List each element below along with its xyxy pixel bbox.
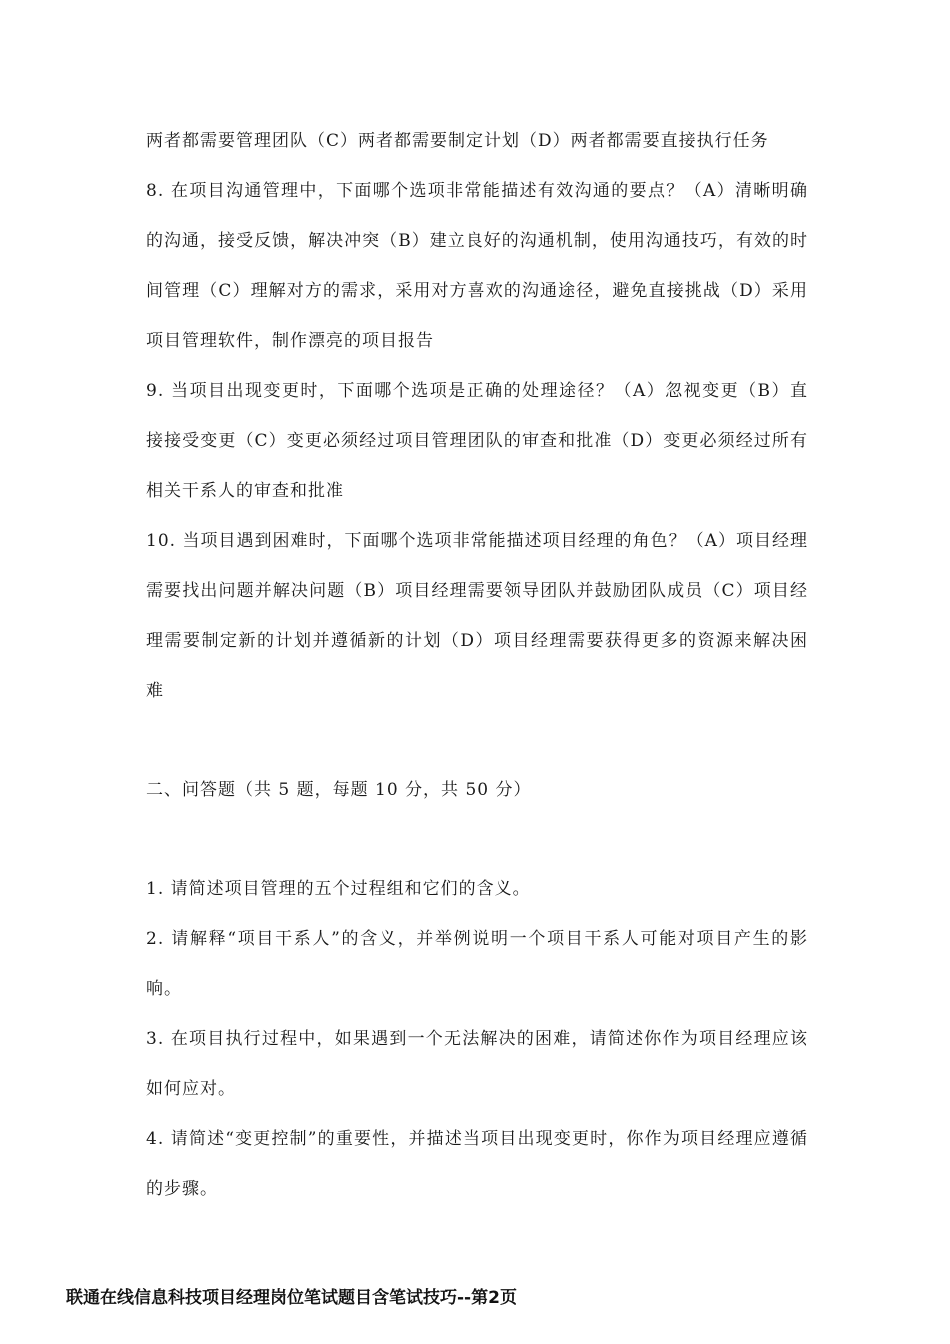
question-7-options-continued: 两者都需要管理团队（C）两者都需要制定计划（D）两者都需要直接执行任务 — [146, 131, 769, 151]
essay-question-1: 1. 请简述项目管理的五个过程组和它们的含义。 — [146, 879, 531, 899]
question-10: 10. 当项目遇到困难时，下面哪个选项非常能描述项目经理的角色？（A）项目经理需要找出问题并解决问题（B）项目经理需要领导团队并鼓励团队成员（C）项目经理需要制定新的计划并遵循新的计划（D）项目经理需要获得更多的资源来解决困难 — [146, 531, 808, 701]
section-title: 二、问答题（共 5 题，每题 10 分，共 50 分） — [146, 780, 532, 800]
question-8: 8. 在项目沟通管理中，下面哪个选项非常能描述有效沟通的要点？（A）清晰明确的沟通，接受反馈，解决冲突（B）建立良好的沟通机制，使用沟通技巧，有效的时间管理（C）理解对方的需求，采用对方喜欢的沟通途径，避免直接挑战（D）采用项目管理软件，制作漂亮的项目报告 — [146, 181, 808, 351]
page-footer: 联通在线信息科技项目经理岗位笔试题目含笔试技巧--第2页 — [66, 1288, 517, 1308]
essay-question-4: 4. 请简述“变更控制”的重要性，并描述当项目出现变更时，你作为项目经理应遵循的步骤。 — [146, 1129, 808, 1199]
essay-question-2: 2. 请解释“项目干系人”的含义，并举例说明一个项目干系人可能对项目产生的影响。 — [146, 929, 808, 999]
question-9: 9. 当项目出现变更时，下面哪个选项是正确的处理途径？（A）忽视变更（B）直接接受变更（C）变更必须经过项目管理团队的审查和批准（D）变更必须经过所有相关干系人的审查和批准 — [146, 381, 808, 501]
page-content — [146, 116, 808, 1214]
essay-question-3: 3. 在项目执行过程中，如果遇到一个无法解决的困难，请简述你作为项目经理应该如何应对。 — [146, 1029, 808, 1099]
